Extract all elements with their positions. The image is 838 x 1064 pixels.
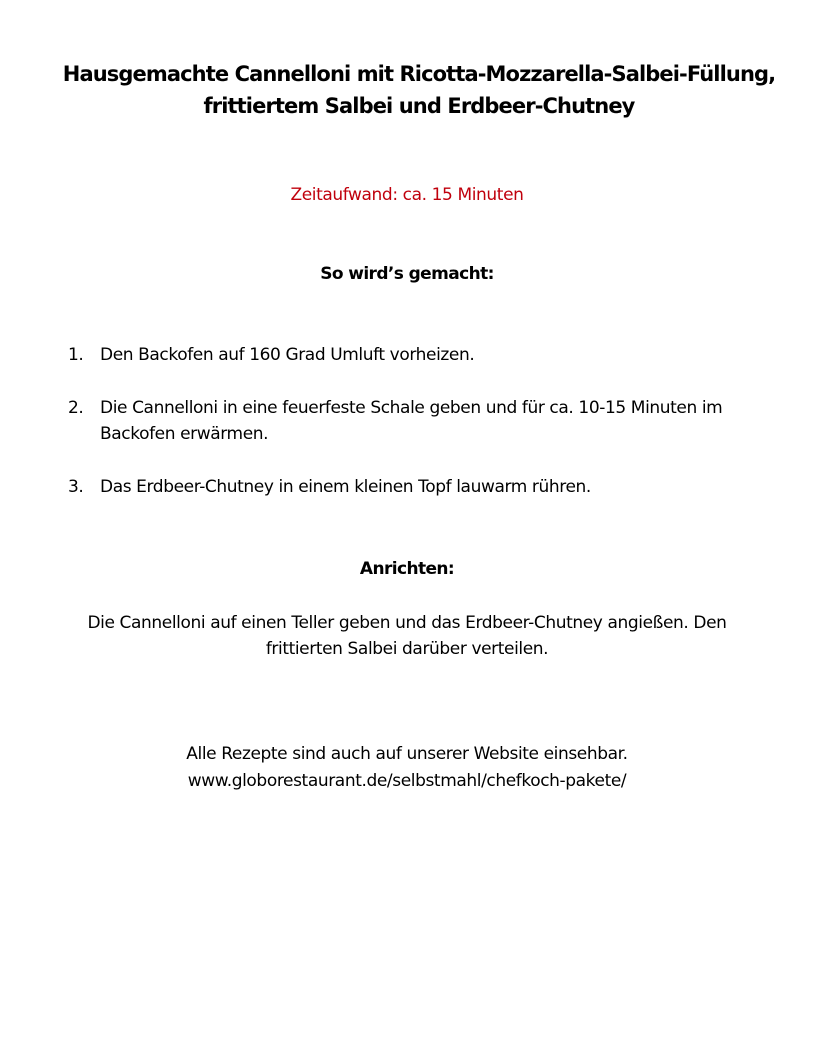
step-text: Den Backofen auf 160 Grad Umluft vorheizen. xyxy=(100,345,475,365)
step-text: Die Cannelloni in eine feuerfeste Schale geben und für ca. 10-15 Minuten im Backofen erwärmen. xyxy=(100,398,723,444)
step-item xyxy=(68,342,768,368)
website-url: www.globorestaurant.de/selbstmahl/chefkoch-pakete/ xyxy=(187,771,627,791)
step-number: 1. xyxy=(68,345,84,365)
steps-list xyxy=(68,342,768,527)
footer-text: Alle Rezepte sind auch auf unserer Website einsehbar. xyxy=(186,744,628,764)
recipe-title: Hausgemachte Cannelloni mit Ricotta-Mozzarella-Salbei-Füllung, frittiertem Salbei und Erdbeer-Chutney xyxy=(62,62,776,118)
steps-heading: So wird’s gemacht: xyxy=(320,264,494,284)
step-number: 3. xyxy=(68,477,84,497)
step-number: 2. xyxy=(68,398,84,418)
time-required: Zeitaufwand: ca. 15 Minuten xyxy=(290,185,524,205)
step-item xyxy=(68,395,768,447)
step-item xyxy=(68,474,768,500)
footer-note xyxy=(0,741,814,795)
serve-instructions: Die Cannelloni auf einen Teller geben und das Erdbeer-Chutney angießen. Den frittierten Salbei darüber verteilen. xyxy=(87,613,727,659)
step-text: Das Erdbeer-Chutney in einem kleinen Topf lauwarm rühren. xyxy=(100,477,591,497)
serve-heading: Anrichten: xyxy=(359,559,455,579)
